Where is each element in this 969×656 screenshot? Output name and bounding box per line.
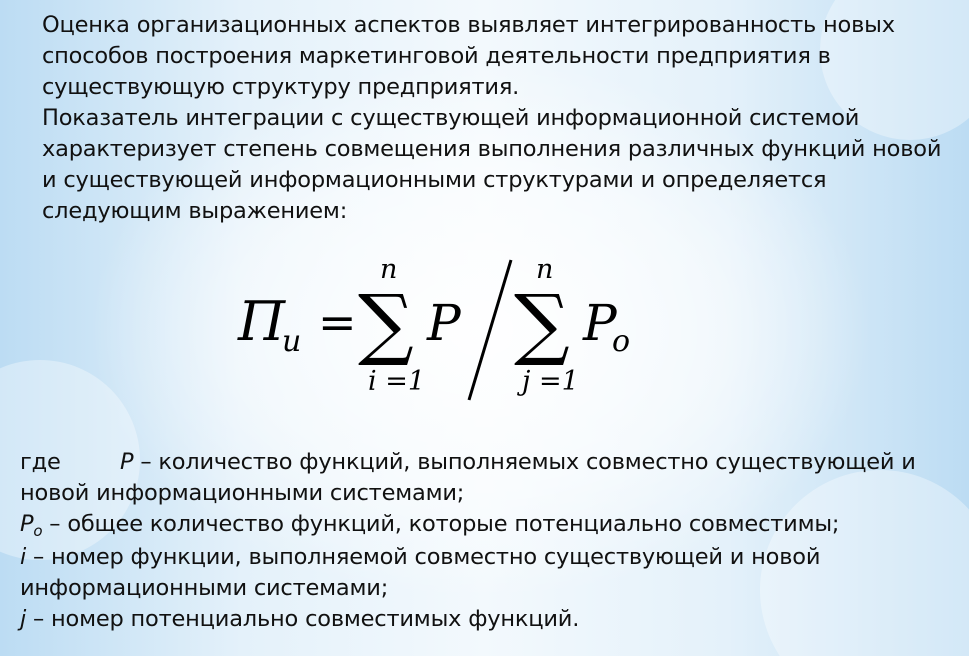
- definition-i-symbol: i: [20, 544, 27, 570]
- definition-i-text: – номер функции, выполняемой совместно существующей и новой: [26, 544, 821, 570]
- formula-denominator-subscript: o: [612, 324, 631, 359]
- definition-j-symbol: j: [20, 606, 27, 632]
- definitions-block: [20, 447, 955, 635]
- definition-p-continued: новой информационными системами;: [20, 480, 465, 506]
- formula-svg: [230, 250, 650, 410]
- definition-po-symbol: P: [20, 511, 34, 537]
- formula-lhs-subscript: и: [282, 324, 302, 359]
- definition-p: [20, 447, 955, 478]
- formula-sum-upper-limit-n: n: [380, 254, 398, 285]
- definition-j-text: – номер потенциально совместимых функций.: [26, 606, 580, 632]
- where-label: где: [20, 449, 61, 475]
- definition-p-text: – количество функций, выполняемых совместно существующей и: [133, 449, 916, 475]
- definition-po-subscript: o: [33, 522, 43, 540]
- formula-sum-lower-limit-i: i =1: [368, 366, 426, 397]
- formula-sum-symbol: ∑: [358, 279, 414, 369]
- definition-i-continued: информационными системами;: [20, 575, 389, 601]
- definition-j: [20, 604, 955, 635]
- formula-lhs-symbol: П: [238, 290, 286, 353]
- definition-i: [20, 542, 955, 573]
- formula-equals: =: [318, 295, 357, 349]
- formula-sum2-upper-limit-n: n: [536, 254, 554, 285]
- definition-p-symbol: P: [120, 449, 134, 475]
- formula-sum2-symbol: ∑: [514, 279, 570, 369]
- definition-po-text: – общее количество функций, которые потенциально совместимы;: [42, 511, 840, 537]
- formula-denominator-p: P: [583, 294, 617, 352]
- index-description-paragraph: Показатель интеграции с существующей информационной системой характеризует степень совмещения выполнения различных функций новой и существующей информационными структурами и определяется следующим выражением:: [42, 105, 942, 224]
- formula-numerator-p: P: [427, 294, 461, 352]
- definition-po: [20, 509, 955, 542]
- formula-sum2-lower-limit-j: j =1: [522, 366, 579, 397]
- intro-paragraph: Оценка организационных аспектов выявляет интегрированность новых способов построения маркетинговой деятельности предприятия в существующую структуру предприятия.: [42, 12, 895, 100]
- integration-index-formula: [230, 250, 650, 410]
- formula-division-slash: [469, 260, 511, 400]
